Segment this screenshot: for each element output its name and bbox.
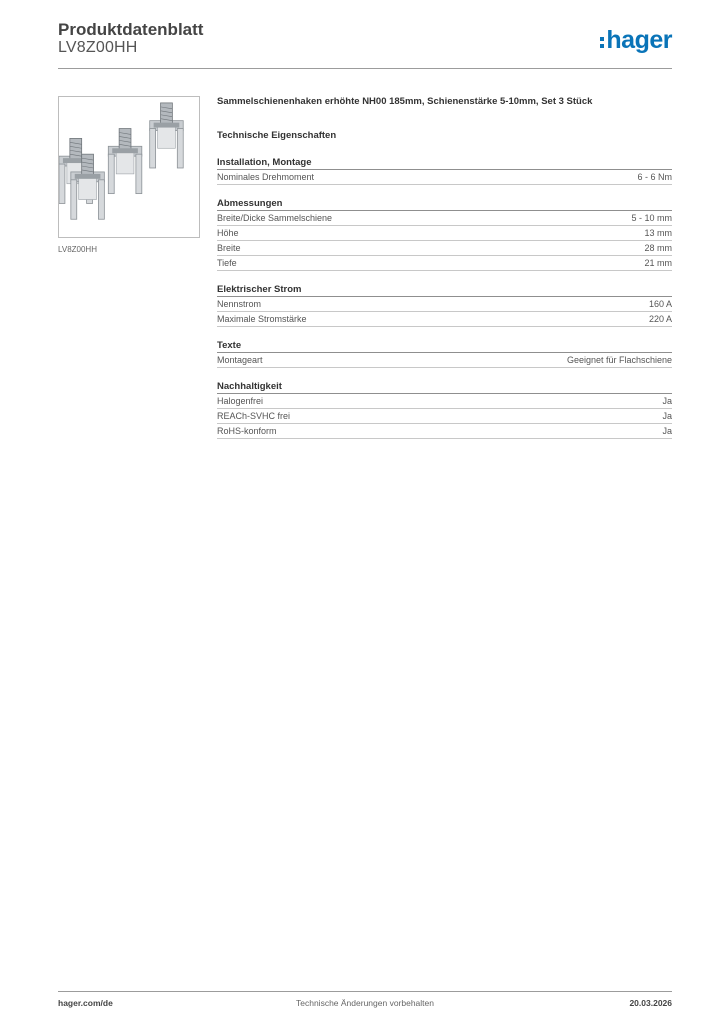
spec-value: Ja: [662, 411, 672, 421]
spec-value: 5 - 10 mm: [631, 213, 672, 223]
spec-value: 28 mm: [644, 243, 672, 253]
spec-row: [217, 211, 672, 226]
section-title: Installation, Montage: [217, 156, 672, 170]
spec-value: Geeignet für Flachschiene: [566, 355, 672, 365]
section-title: Abmessungen: [217, 197, 672, 211]
section-sustainability: [217, 380, 672, 439]
document-title: Produktdatenblatt: [58, 20, 204, 39]
spec-label: Tiefe: [217, 258, 237, 268]
image-caption: LV8Z00HH: [58, 245, 97, 254]
spec-value: 220 A: [648, 314, 672, 324]
section-installation: [217, 156, 672, 185]
spec-row: [217, 409, 672, 424]
spec-value: 160 A: [648, 299, 672, 309]
product-content: [217, 96, 672, 439]
spec-row: [217, 297, 672, 312]
spec-value: Ja: [662, 396, 672, 406]
spec-label: Montageart: [217, 355, 263, 365]
spec-row: [217, 394, 672, 409]
section-title: Nachhaltigkeit: [217, 380, 672, 394]
product-image: [58, 96, 200, 238]
spec-value: 6 - 6 Nm: [637, 172, 672, 182]
spec-row: [217, 256, 672, 271]
spec-label: Nennstrom: [217, 299, 262, 309]
spec-row: [217, 424, 672, 439]
spec-label: REACh-SVHC frei: [217, 411, 291, 421]
spec-label: Halogenfrei: [217, 396, 264, 406]
section-texts: [217, 339, 672, 368]
section-title: Texte: [217, 339, 672, 353]
spec-value: 13 mm: [644, 228, 672, 238]
spec-row: [217, 353, 672, 368]
footer-date: 20.03.2026: [629, 998, 672, 1008]
hager-logo: [600, 26, 672, 54]
header-divider: [58, 68, 672, 69]
spec-row: [217, 226, 672, 241]
page-header: [58, 20, 672, 70]
spec-label: Nominales Drehmoment: [217, 172, 315, 182]
spec-label: Breite: [217, 243, 241, 253]
footer-divider: [58, 991, 672, 992]
section-dimensions: [217, 197, 672, 271]
spec-label: RoHS-konform: [217, 426, 277, 436]
spec-row: [217, 312, 672, 327]
section-electrical: [217, 283, 672, 327]
footer-website-link[interactable]: hager.com/de: [58, 998, 113, 1008]
technical-properties-heading: Technische Eigenschaften: [217, 130, 337, 141]
spec-value: 21 mm: [644, 258, 672, 268]
spec-label: Höhe: [217, 228, 239, 238]
product-description: Sammelschienenhaken erhöhte NH00 185mm, Schienenstärke 5-10mm, Set 3 Stück: [217, 96, 593, 107]
page-footer: [58, 998, 672, 1012]
logo-dots-icon: [600, 37, 604, 48]
spec-row: [217, 170, 672, 185]
footer-notice: Technische Änderungen vorbehalten: [296, 998, 434, 1008]
spec-label: Maximale Stromstärke: [217, 314, 307, 324]
busbar-hook-set-image: [59, 97, 199, 237]
spec-label: Breite/Dicke Sammelschiene: [217, 213, 333, 223]
logo-wordmark: hager: [606, 25, 672, 54]
spec-row: [217, 241, 672, 256]
product-sku: LV8Z00HH: [58, 39, 138, 56]
section-title: Elektrischer Strom: [217, 283, 672, 297]
spec-value: Ja: [662, 426, 672, 436]
